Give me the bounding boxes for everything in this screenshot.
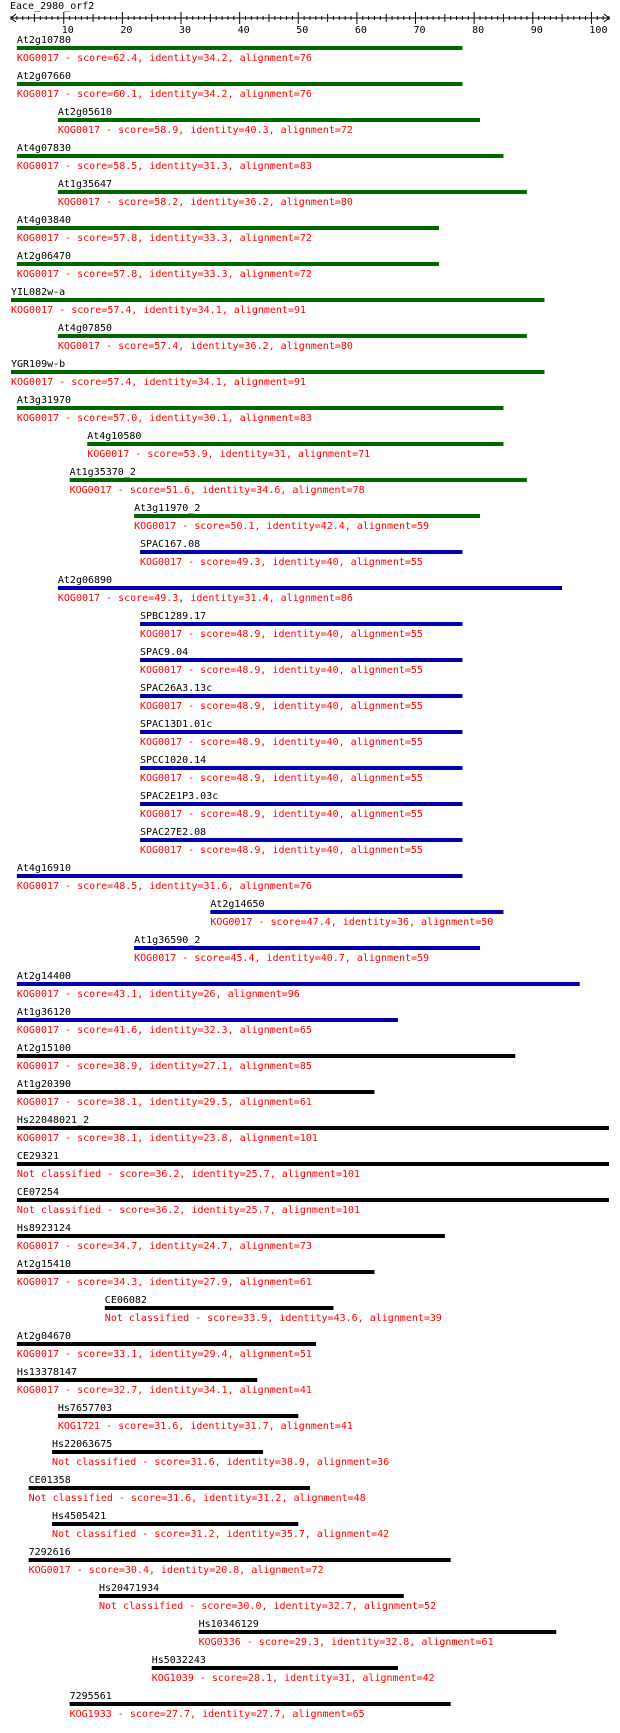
hit-name: SPAC167.08 (139, 539, 201, 550)
hit-bar (17, 82, 463, 86)
hit-desc: KOG0017 - score=48.9, identity=40, alignment=55 (139, 629, 423, 640)
hit-row (17, 1079, 375, 1108)
hit-name: Hs7657703 (57, 1403, 113, 1414)
hit-name: At2g14650 (210, 899, 265, 910)
hit-desc: KOG0017 - score=47.4, identity=36, alignment=50 (210, 917, 494, 928)
hit-desc: Not classified - score=30.0, identity=32.7, alignment=52 (98, 1601, 437, 1612)
hit-row (17, 971, 580, 1000)
hit-bar (17, 982, 580, 986)
hit-bar (11, 298, 545, 302)
hit-desc: KOG0017 - score=49.3, identity=40, alignment=55 (139, 557, 423, 568)
hit-desc: KOG0017 - score=38.9, identity=27.1, alignment=85 (16, 1061, 312, 1072)
hit-desc: Not classified - score=31.6, identity=31.2, alignment=48 (28, 1493, 366, 1504)
hit-name: At1g35647 (57, 179, 113, 190)
hit-bar (134, 514, 480, 518)
hit-bar (17, 1162, 609, 1166)
hit-name: At4g07830 (16, 143, 72, 154)
hit-desc: KOG0017 - score=38.1, identity=29.5, alignment=61 (16, 1097, 312, 1108)
hit-desc: KOG0017 - score=62.4, identity=34.2, alignment=76 (16, 53, 312, 64)
hit-desc: Not classified - score=31.2, identity=35.7, alignment=42 (52, 1529, 390, 1540)
hit-name: At2g15410 (16, 1259, 72, 1270)
hit-row (17, 395, 504, 424)
hit-name: Hs5032243 (151, 1655, 206, 1666)
hit-bar (17, 1054, 515, 1058)
hit-bar (29, 1558, 451, 1562)
hit-name: CE29321 (16, 1151, 60, 1162)
hit-row (140, 719, 462, 748)
hit-row (105, 1295, 442, 1324)
hit-name: SPAC9.04 (139, 647, 189, 658)
hit-bar (29, 1486, 310, 1490)
hit-name: Hs8923124 (16, 1223, 72, 1234)
hit-row (140, 755, 462, 784)
hit-name: Hs13378147 (16, 1367, 78, 1378)
hit-row (140, 683, 462, 712)
hit-bar (17, 226, 439, 230)
hit-row (17, 143, 504, 172)
hit-row (17, 1223, 445, 1252)
hit-row (140, 611, 462, 640)
hit-bar (58, 190, 527, 194)
hit-desc: KOG0017 - score=32.7, identity=34.1, alignment=41 (16, 1385, 312, 1396)
hit-name: At2g10780 (16, 35, 72, 46)
hit-desc: KOG0017 - score=57.4, identity=34.1, alignment=91 (11, 377, 307, 388)
hit-desc: KOG0017 - score=51.6, identity=34.6, alignment=78 (69, 485, 365, 496)
hit-bar (17, 1018, 398, 1022)
hit-bar (140, 802, 462, 806)
hit-name: SPCC1020.14 (139, 755, 207, 766)
hit-row (17, 35, 463, 64)
hit-desc: KOG0017 - score=45.4, identity=40.7, alignment=59 (134, 953, 430, 964)
hit-bar (58, 118, 480, 122)
hit-name: SPAC27E2.08 (139, 827, 207, 838)
hit-row (99, 1583, 436, 1612)
hit-name: At1g35370_2 (69, 467, 136, 478)
hit-bar (58, 334, 527, 338)
hit-bar (17, 46, 463, 50)
hit-name: At4g10580 (87, 431, 142, 442)
hit-row (17, 1331, 316, 1360)
hit-row (17, 1151, 609, 1180)
hit-row (52, 1511, 389, 1540)
hit-name: SPAC26A3.13c (139, 683, 213, 694)
hit-desc: KOG0017 - score=50.1, identity=42.4, alignment=59 (134, 521, 430, 532)
hit-name: At1g20390 (16, 1079, 72, 1090)
hit-list (11, 35, 609, 1720)
hit-desc: KOG0017 - score=57.8, identity=33.3, alignment=72 (16, 233, 312, 244)
hit-desc: KOG1039 - score=28.1, identity=31, alignment=42 (151, 1673, 435, 1684)
hit-bar (70, 478, 527, 482)
hit-row (140, 791, 462, 820)
hit-name: At2g07660 (16, 71, 72, 82)
tick-label: 90 (530, 25, 543, 36)
hit-bar (210, 910, 503, 914)
tick-label: 30 (179, 25, 192, 36)
hit-row (29, 1475, 366, 1504)
hit-row (58, 323, 527, 352)
hit-name: At2g15100 (16, 1043, 72, 1054)
hit-row (70, 467, 527, 496)
hit-name: At3g11970_2 (134, 503, 201, 514)
hit-name: 7292616 (28, 1547, 71, 1558)
tick-label: 100 (589, 25, 608, 36)
hit-row (17, 1115, 609, 1144)
tick-label: 20 (120, 25, 133, 36)
hit-desc: KOG0017 - score=57.8, identity=33.3, alignment=72 (16, 269, 312, 280)
tick-label: 10 (61, 25, 74, 36)
hit-row (58, 179, 527, 208)
hit-desc: KOG0017 - score=48.9, identity=40, alignment=55 (139, 737, 423, 748)
hit-bar (52, 1522, 298, 1526)
hit-row (52, 1439, 389, 1468)
hit-desc: KOG0017 - score=57.4, identity=34.1, alignment=91 (11, 305, 307, 316)
hit-bar (17, 406, 504, 410)
hit-name: Hs22063675 (52, 1439, 113, 1450)
hit-bar (17, 154, 504, 158)
hit-bar (134, 946, 480, 950)
hit-bar (17, 1234, 445, 1238)
hit-bar (152, 1666, 398, 1670)
tick-label: 70 (413, 25, 426, 36)
hit-bar (87, 442, 503, 446)
hit-name: At2g14400 (16, 971, 72, 982)
hit-desc: KOG0017 - score=43.1, identity=26, alignment=96 (16, 989, 300, 1000)
hit-desc: Not classified - score=31.6, identity=38.9, alignment=36 (52, 1457, 390, 1468)
hit-name: At1g36120 (16, 1007, 72, 1018)
hit-desc: KOG0017 - score=58.9, identity=40.3, alignment=72 (57, 125, 353, 136)
hit-desc: KOG0017 - score=38.1, identity=23.8, alignment=101 (16, 1133, 318, 1144)
hit-row (29, 1547, 451, 1576)
hit-row (58, 1403, 353, 1432)
hit-name: At3g31970 (16, 395, 72, 406)
hit-row (134, 503, 480, 532)
hit-desc: KOG0017 - score=57.0, identity=30.1, alignment=83 (16, 413, 312, 424)
tick-label: 80 (472, 25, 485, 36)
hit-desc: Not classified - score=36.2, identity=25.7, alignment=101 (16, 1205, 361, 1216)
hit-desc: KOG1933 - score=27.7, identity=27.7, alignment=65 (69, 1709, 365, 1720)
hit-bar (17, 1378, 257, 1382)
hit-desc: KOG0017 - score=49.3, identity=31.4, alignment=86 (57, 593, 353, 604)
hit-bar (17, 1090, 375, 1094)
hit-row (87, 431, 503, 460)
hit-desc: KOG0017 - score=34.7, identity=24.7, alignment=73 (16, 1241, 312, 1252)
hit-desc: KOG0017 - score=58.2, identity=36.2, alignment=80 (57, 197, 353, 208)
hit-bar (140, 766, 462, 770)
hit-row (11, 359, 545, 388)
hit-bar (140, 550, 462, 554)
hit-row (199, 1619, 557, 1648)
hit-name: CE06082 (104, 1295, 147, 1306)
hit-bar (140, 694, 462, 698)
hit-row (140, 827, 462, 856)
tick-label: 50 (296, 25, 309, 36)
hit-bar (58, 586, 562, 590)
hit-desc: KOG0017 - score=53.9, identity=31, alignment=71 (87, 449, 371, 460)
hit-name: At1g36590_2 (134, 935, 201, 946)
hit-desc: KOG0017 - score=48.9, identity=40, alignment=55 (139, 665, 423, 676)
hit-row (17, 251, 439, 280)
hit-bar (17, 874, 463, 878)
hit-name: At4g07850 (57, 323, 113, 334)
hit-bar (140, 622, 462, 626)
hit-row (17, 1043, 515, 1072)
hit-row (58, 575, 562, 604)
hit-row (17, 1007, 398, 1036)
hit-desc: KOG0017 - score=48.9, identity=40, alignment=55 (139, 773, 423, 784)
hit-name: Hs4505421 (52, 1511, 107, 1522)
hit-bar (58, 1414, 298, 1418)
hit-desc: KOG0017 - score=34.3, identity=27.9, alignment=61 (16, 1277, 312, 1288)
hit-bar (17, 1342, 316, 1346)
hit-bar (17, 262, 439, 266)
tick-label: 60 (354, 25, 367, 36)
hit-name: SPBC1289.17 (139, 611, 207, 622)
hit-desc: KOG0017 - score=60.1, identity=34.2, alignment=76 (16, 89, 312, 100)
hit-row (17, 71, 463, 100)
hit-desc: KOG0017 - score=48.9, identity=40, alignment=55 (139, 809, 423, 820)
hit-row (140, 539, 462, 568)
hit-name: At2g06890 (57, 575, 113, 586)
hit-name: Hs20471934 (98, 1583, 160, 1594)
hit-bar (140, 658, 462, 662)
hit-name: YGR109w-b (11, 359, 66, 370)
hit-name: CE07254 (16, 1187, 60, 1198)
hit-bar (17, 1126, 609, 1130)
hit-name: Hs22048021_2 (16, 1115, 90, 1126)
hit-name: At2g05610 (57, 107, 113, 118)
hit-name: Hs10346129 (198, 1619, 259, 1630)
hit-name: SPAC13D1.01c (139, 719, 213, 730)
hit-bar (52, 1450, 263, 1454)
hit-row (70, 1691, 451, 1720)
hit-row (140, 647, 462, 676)
hit-name: SPAC2E1P3.03c (139, 791, 219, 802)
hit-desc: KOG0017 - score=33.1, identity=29.4, alignment=51 (16, 1349, 312, 1360)
hit-desc: KOG1721 - score=31.6, identity=31.7, alignment=41 (57, 1421, 353, 1432)
hit-name: At2g06470 (16, 251, 72, 262)
hit-bar (17, 1198, 609, 1202)
tick-label: 40 (237, 25, 250, 36)
hit-row (11, 287, 545, 316)
hit-desc: Not classified - score=36.2, identity=25.7, alignment=101 (16, 1169, 361, 1180)
hit-desc: KOG0017 - score=30.4, identity=20.8, alignment=72 (28, 1565, 324, 1576)
hit-name: 7295561 (69, 1691, 112, 1702)
hit-row (17, 863, 463, 892)
hit-row (17, 1259, 375, 1288)
hit-row (17, 215, 439, 244)
x-axis (11, 12, 609, 36)
hit-desc: KOG0017 - score=58.5, identity=31.3, alignment=83 (16, 161, 312, 172)
hit-row (210, 899, 503, 928)
hit-bar (70, 1702, 451, 1706)
hit-name: At4g03840 (16, 215, 72, 226)
hit-row (152, 1655, 435, 1684)
hit-name: CE01358 (28, 1475, 71, 1486)
hit-desc: KOG0017 - score=48.9, identity=40, alignment=55 (139, 845, 423, 856)
chart-title: Eace_2980_orf2 (10, 1, 95, 12)
hit-bar (140, 730, 462, 734)
hit-desc: KOG0017 - score=57.4, identity=36.2, alignment=80 (57, 341, 353, 352)
hit-name: YIL082w-a (11, 287, 66, 298)
hit-row (17, 1187, 609, 1216)
hit-row (17, 1367, 312, 1396)
hit-bar (17, 1270, 375, 1274)
hit-bar (140, 838, 462, 842)
hit-bar (11, 370, 545, 374)
hit-name: At4g16910 (16, 863, 72, 874)
hit-desc: KOG0017 - score=41.6, identity=32.3, alignment=65 (16, 1025, 312, 1036)
hit-row (134, 935, 480, 964)
hit-bar (105, 1306, 334, 1310)
hit-name: At2g04670 (16, 1331, 72, 1342)
hit-row (58, 107, 480, 136)
hit-desc: KOG0017 - score=48.5, identity=31.6, alignment=76 (16, 881, 312, 892)
hit-desc: Not classified - score=33.9, identity=43.6, alignment=39 (104, 1313, 442, 1324)
hit-desc: KOG0336 - score=29.3, identity=32.8, alignment=61 (198, 1637, 494, 1648)
hit-desc: KOG0017 - score=48.9, identity=40, alignment=55 (139, 701, 423, 712)
hit-bar (199, 1630, 557, 1634)
hit-bar (99, 1594, 404, 1598)
